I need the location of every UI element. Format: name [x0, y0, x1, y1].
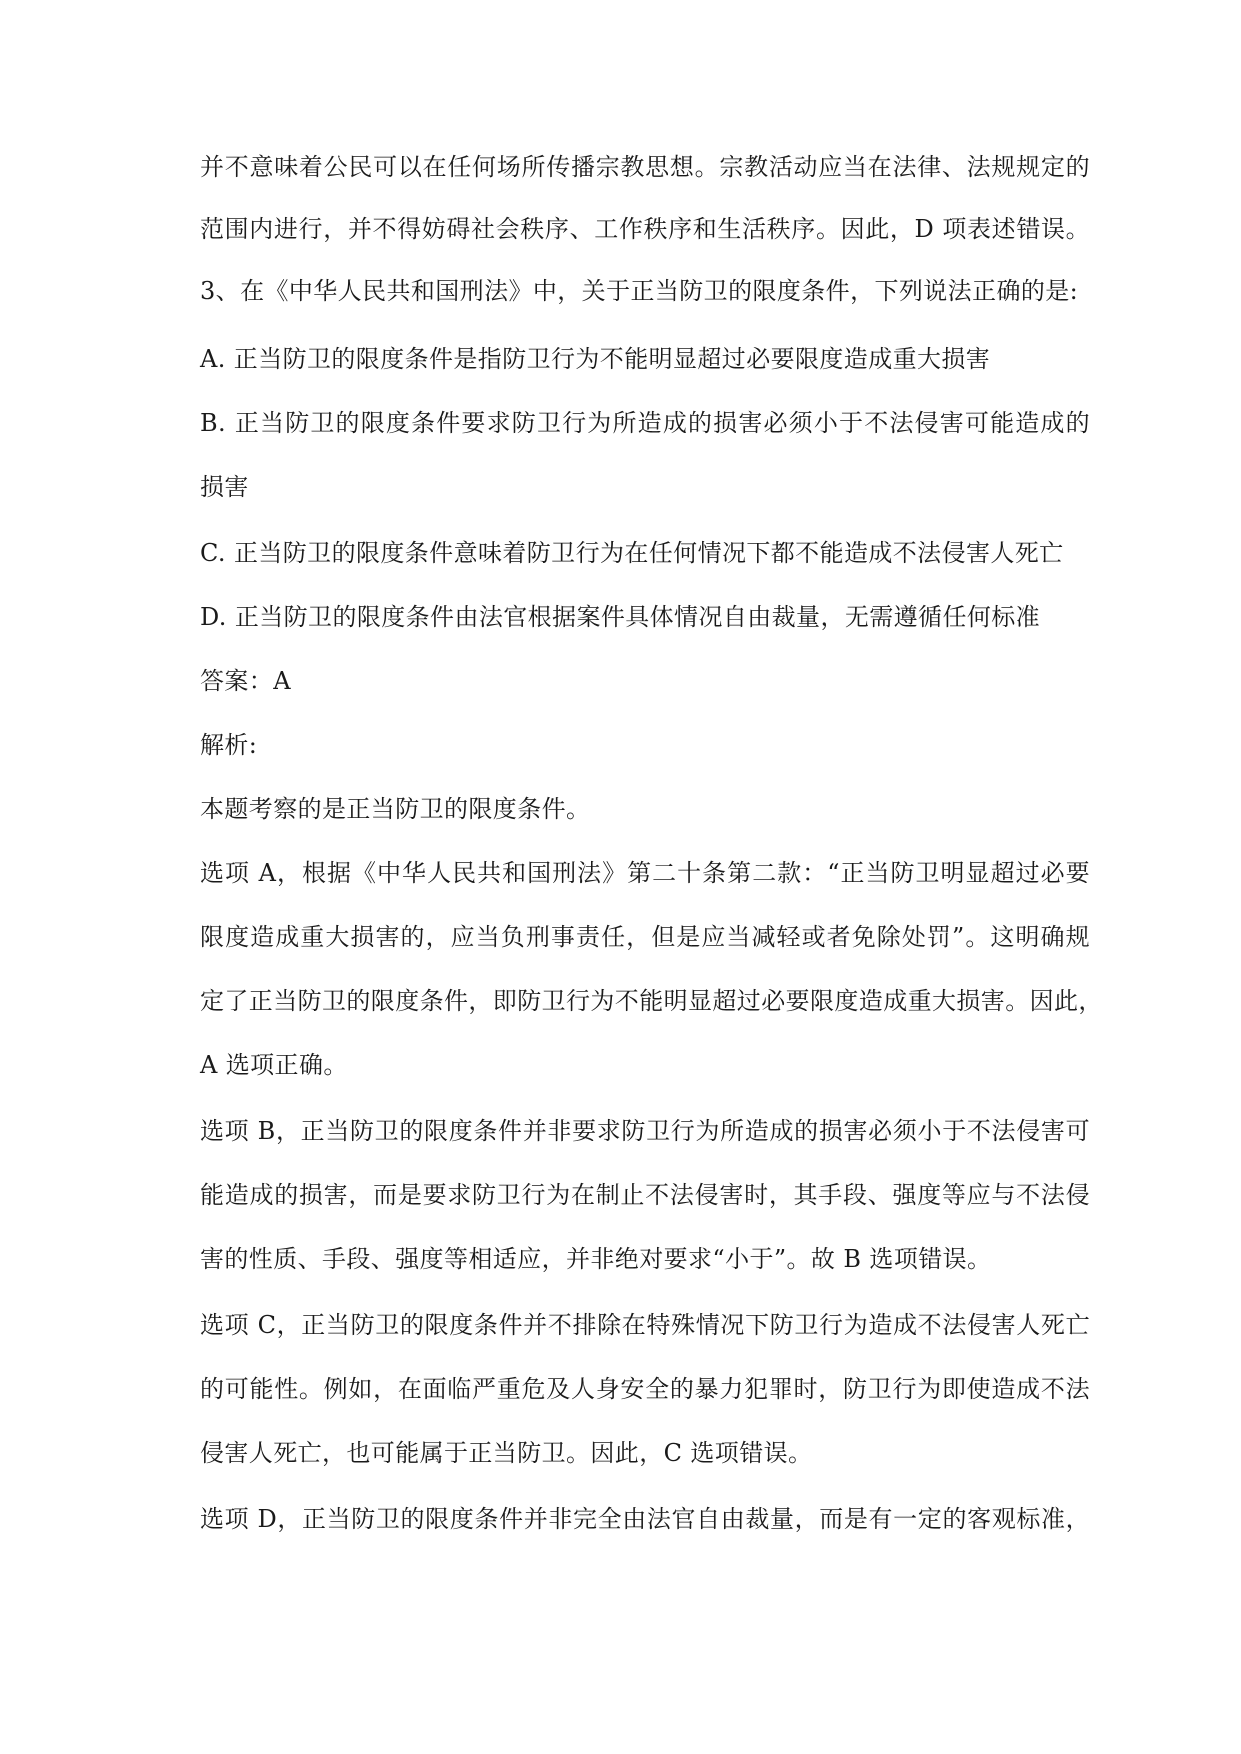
- prev-explanation-line-2: 范围内进行，并不得妨碍社会秩序、工作秩序和生活秩序。因此，D 项表述错误。: [200, 215, 1090, 243]
- analysis-option-b-line-2: 能造成的损害，而是要求防卫行为在制止不法侵害时，其手段、强度等应与不法侵: [200, 1181, 1090, 1209]
- analysis-option-d-line-1: 选项 D，正当防卫的限度条件并非完全由法官自由裁量，而是有一定的客观标准，: [200, 1505, 1090, 1533]
- prev-explanation-line-1: 并不意味着公民可以在任何场所传播宗教思想。宗教活动应当在法律、法规规定的: [200, 153, 1090, 181]
- analysis-option-c-line-2: 的可能性。例如，在面临严重危及人身安全的暴力犯罪时，防卫行为即使造成不法: [200, 1375, 1090, 1403]
- analysis-option-a-line-4: A 选项正确。: [200, 1051, 348, 1079]
- option-c: C. 正当防卫的限度条件意味着防卫行为在任何情况下都不能造成不法侵害人死亡: [200, 539, 1064, 567]
- option-b-line-2: 损害: [200, 473, 249, 501]
- analysis-label: 解析:: [200, 731, 258, 759]
- analysis-option-a-line-1: 选项 A，根据《中华人民共和国刑法》第二十条第二款：“正当防卫明显超过必要: [200, 859, 1090, 887]
- option-a: A. 正当防卫的限度条件是指防卫行为不能明显超过必要限度造成重大损害: [200, 345, 991, 373]
- analysis-option-b-line-1: 选项 B，正当防卫的限度条件并非要求防卫行为所造成的损害必须小于不法侵害可: [200, 1117, 1090, 1145]
- analysis-option-c-line-3: 侵害人死亡，也可能属于正当防卫。因此，C 选项错误。: [200, 1439, 813, 1467]
- option-d: D. 正当防卫的限度条件由法官根据案件具体情况自由裁量，无需遵循任何标准: [200, 603, 1041, 631]
- analysis-intro: 本题考察的是正当防卫的限度条件。: [200, 795, 591, 823]
- analysis-option-a-line-2: 限度造成重大损害的，应当负刑事责任，但是应当减轻或者免除处罚”。这明确规: [200, 923, 1090, 951]
- option-b-line-1: B. 正当防卫的限度条件要求防卫行为所造成的损害必须小于不法侵害可能造成的: [200, 409, 1090, 437]
- analysis-option-b-line-3: 害的性质、手段、强度等相适应，并非绝对要求“小于”。故 B 选项错误。: [200, 1245, 992, 1273]
- analysis-option-a-line-3: 定了正当防卫的限度条件，即防卫行为不能明显超过必要限度造成重大损害。因此，: [200, 987, 1103, 1015]
- answer-text: 答案：A: [200, 667, 291, 695]
- question-stem: 3、在《中华人民共和国刑法》中，关于正当防卫的限度条件，下列说法正确的是:: [200, 277, 1079, 305]
- analysis-option-c-line-1: 选项 C，正当防卫的限度条件并不排除在特殊情况下防卫行为造成不法侵害人死亡: [200, 1311, 1090, 1339]
